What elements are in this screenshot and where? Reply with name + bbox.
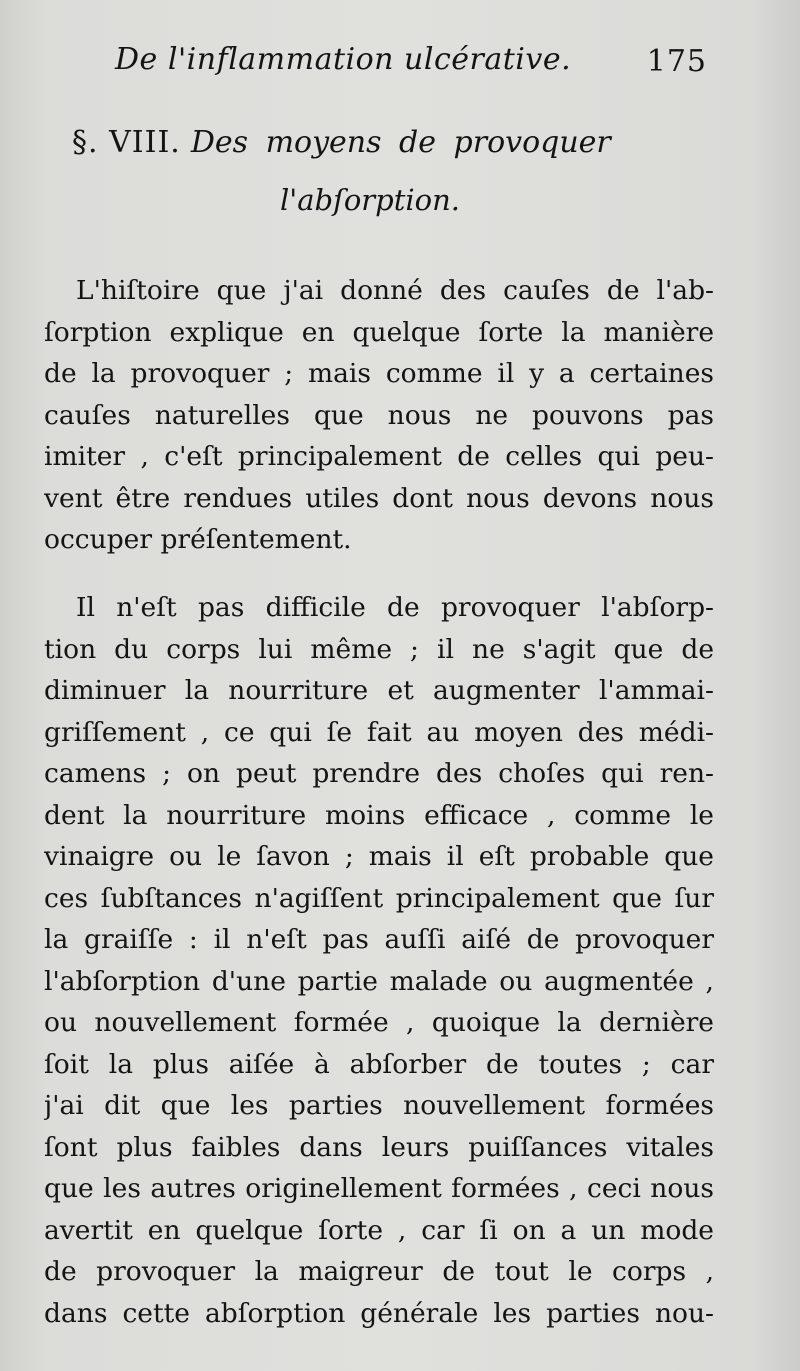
text-line: imiter , c'eſt principalement de celles qui peu- bbox=[44, 441, 714, 472]
text-line: camens ; on peut prendre des choſes qui ren- bbox=[44, 758, 714, 789]
text-line: dent la nourriture moins efficace , comme le bbox=[44, 799, 714, 831]
text-line: que les autres originellement formées , ceci nous bbox=[44, 1173, 714, 1204]
text-line: Il n'eſt pas difficile de provoquer l'abſorp- bbox=[76, 592, 714, 623]
paragraph-1 bbox=[44, 270, 714, 561]
text-line: tion du corps lui même ; il ne s'agit que de bbox=[44, 633, 714, 665]
section-number: §. VIII. bbox=[72, 125, 181, 160]
page-header bbox=[115, 42, 715, 92]
text-line: occuper préſentement. bbox=[44, 524, 352, 555]
text-line: la graiſſe : il n'eſt pas auſſi aiſé de provoquer bbox=[44, 924, 714, 955]
text-line: diminuer la nourriture et augmenter l'ammai- bbox=[44, 675, 714, 706]
text-line: de provoquer la maigreur de tout le corps , bbox=[44, 1256, 714, 1287]
text-line: ſoit la plus aiſée à abſorber de toutes ; car bbox=[44, 1048, 714, 1080]
text-line: ſont plus faibles dans leurs puiſſances vitales bbox=[44, 1131, 714, 1163]
section-heading bbox=[72, 125, 672, 217]
text-line: griſſement , ce qui ſe fait au moyen des médi- bbox=[44, 716, 714, 748]
text-line: avertit en quelque ſorte , car ſi on a un mode bbox=[44, 1214, 714, 1246]
text-line: ſorption explique en quelque ſorte la manière bbox=[44, 316, 714, 348]
text-line: ou nouvellement formée , quoique la dernière bbox=[44, 1007, 714, 1038]
section-title-line1: Des moyens de provoquer bbox=[190, 125, 611, 160]
text-line: j'ai dit que les parties nouvellement formées bbox=[44, 1090, 714, 1121]
text-line: l'abſorption d'une partie malade ou augmentée , bbox=[44, 965, 714, 997]
text-line: dans cette abſorption générale les parties nou- bbox=[44, 1297, 714, 1329]
section-title-line2: l'abſorption. bbox=[280, 183, 461, 217]
text-line: de la provoquer ; mais comme il y a certaines bbox=[44, 358, 714, 389]
paragraph-2 bbox=[44, 587, 714, 1334]
text-line: ces ſubſtances n'agiſſent principalement que ſur bbox=[44, 882, 714, 914]
text-line: vent être rendues utiles dont nous devons nous bbox=[44, 482, 714, 514]
page-number: 175 bbox=[646, 44, 707, 79]
section-heading-line1 bbox=[72, 125, 672, 160]
text-line: vinaigre ou le ſavon ; mais il eſt probable que bbox=[44, 841, 714, 872]
running-title: De l'inflammation ulcérative. bbox=[115, 42, 572, 77]
text-line: cauſes naturelles que nous ne pouvons pas bbox=[44, 399, 714, 431]
text-line: L'hiſtoire que j'ai donné des cauſes de l'ab- bbox=[76, 275, 714, 306]
